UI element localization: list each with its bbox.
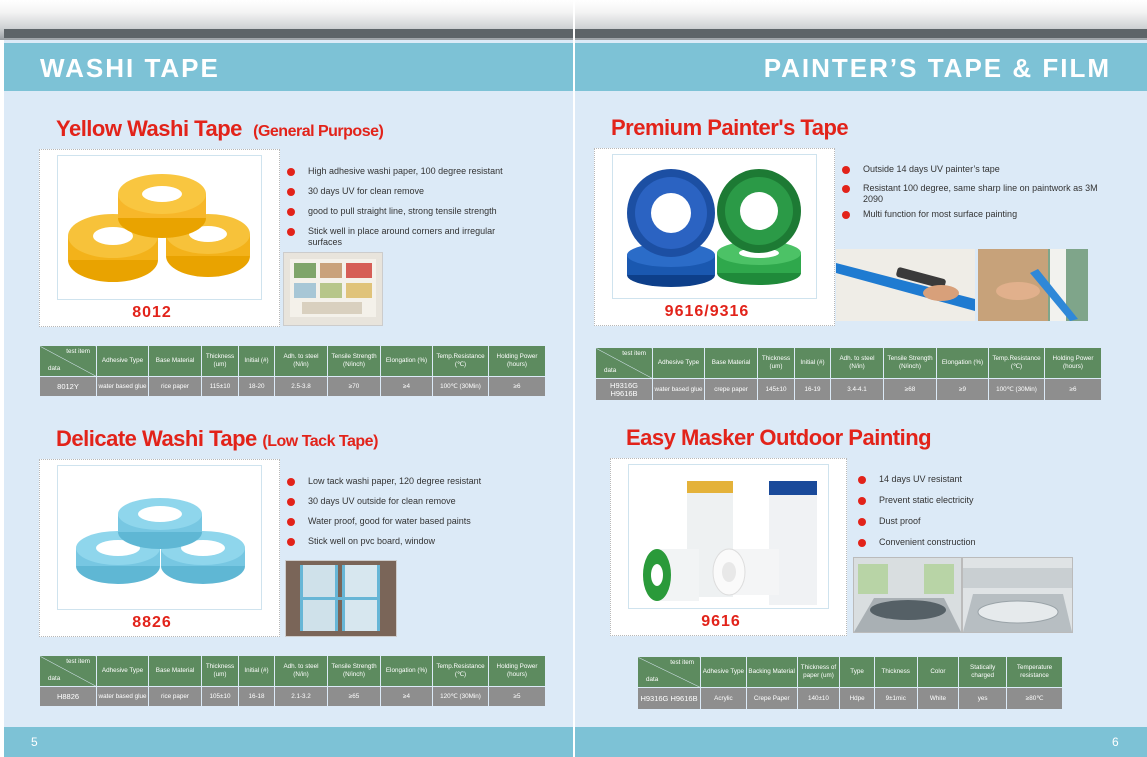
table-header: Adhesive Type — [97, 656, 149, 687]
product-code: 9616/9316 — [664, 303, 750, 320]
product-image-card — [610, 458, 847, 636]
table-cell: H9316G H9616B — [638, 688, 701, 710]
bullet-icon — [287, 228, 295, 236]
table-header: Adh. to steel (N/in) — [275, 346, 328, 377]
table-cell: 105±10 — [202, 687, 239, 707]
product-image-card — [39, 149, 280, 327]
table-cell: 3.4-4.1 — [831, 379, 884, 401]
application-photo — [836, 249, 975, 321]
table-cell: ≥65 — [328, 687, 381, 707]
feature-item: Low tack washi paper, 120 degree resistant — [287, 476, 537, 487]
table-cell: ≥80℃ — [1007, 688, 1063, 710]
table-cell: Acrylic — [701, 688, 747, 710]
table-header: Type — [840, 657, 875, 688]
right-header-title: PAINTER’S TAPE & FILM — [763, 53, 1111, 83]
table-header: Thickness (um) — [202, 346, 239, 377]
table-header: Thickness of paper (um) — [797, 657, 840, 688]
table-header: Adhesive Type — [653, 348, 705, 379]
table-cell: 18-20 — [239, 377, 275, 397]
table-cell: Crepe Paper — [746, 688, 797, 710]
feature-list — [842, 164, 1104, 220]
feature-item: 30 days UV outside for clean remove — [287, 496, 537, 507]
bullet-icon — [287, 518, 295, 526]
product-image-frame — [57, 155, 262, 300]
table-cell: 100℃ (30Min) — [433, 377, 489, 397]
table-cell: water based glue — [653, 379, 705, 401]
table-header: Backing Material — [746, 657, 797, 688]
table-corner: test item data — [40, 656, 97, 687]
table-cell: crepe paper — [705, 379, 758, 401]
product-code: 9616 — [701, 613, 741, 630]
masking-film-rolls-image — [629, 465, 828, 608]
table-cell: 2.5-3.8 — [275, 377, 328, 397]
table-cell: 115±10 — [202, 377, 239, 397]
table-header: Elongation (%) — [937, 348, 989, 379]
yellow-tape-rolls-image — [58, 156, 261, 299]
feature-item: Dust proof — [858, 516, 1088, 527]
table-cell: 145±10 — [758, 379, 795, 401]
feature-item: Resistant 100 degree, same sharp line on paintwork as 3M 2090 — [842, 183, 1118, 205]
table-cell: 100℃ (30Min) — [989, 379, 1045, 401]
spec-table — [39, 655, 546, 707]
top-strip — [0, 0, 1147, 40]
application-photo — [978, 249, 1088, 321]
application-photo — [962, 557, 1073, 633]
feature-list — [858, 474, 1088, 548]
table-header: Holding Power (hours) — [489, 346, 546, 377]
right-page-number: 6 — [1112, 735, 1119, 749]
table-header: Tensile Strength (N/inch) — [884, 348, 937, 379]
product-title: Premium Painter's Tape — [611, 115, 849, 140]
spec-table — [39, 345, 546, 397]
table-header: Adh. to steel (N/in) — [831, 348, 884, 379]
application-photo — [853, 557, 962, 633]
left-page-number: 5 — [31, 735, 38, 749]
table-cell: ≥4 — [381, 687, 433, 707]
spec-table — [595, 347, 1102, 401]
bullet-icon — [842, 166, 850, 174]
table-cell: yes — [959, 688, 1007, 710]
table-header: Temp.Resistance (℃) — [433, 656, 489, 687]
product-image-card — [39, 459, 280, 637]
table-cell: ≥6 — [1045, 379, 1102, 401]
table-cell: H8826 — [40, 687, 97, 707]
table-cell: rice paper — [149, 377, 202, 397]
bullet-icon — [858, 539, 866, 547]
table-header: Tensile Strength (N/inch) — [328, 656, 381, 687]
left-footer-band — [4, 727, 573, 757]
product-title: Delicate Washi Tape (Low Tack Tape) — [56, 426, 378, 451]
product-code: 8826 — [132, 614, 172, 631]
feature-item: Stick well on pvc board, window — [287, 536, 537, 547]
table-cell: Hdpe — [840, 688, 875, 710]
table-header: Thickness (um) — [202, 656, 239, 687]
table-header: Holding Power (hours) — [1045, 348, 1102, 379]
table-header: Base Material — [149, 656, 202, 687]
bullet-icon — [287, 538, 295, 546]
table-header: Base Material — [705, 348, 758, 379]
table-header: Adh. to steel (N/in) — [275, 656, 328, 687]
application-photo — [285, 560, 397, 637]
bullet-icon — [287, 208, 295, 216]
table-header: Statically charged — [959, 657, 1007, 688]
table-corner: test item data — [596, 348, 653, 379]
table-cell: ≥6 — [489, 377, 546, 397]
table-corner: test item data — [638, 657, 701, 688]
feature-item: Outside 14 days UV painter’s tape — [842, 164, 1104, 175]
application-photo — [283, 252, 383, 326]
table-cell: ≥68 — [884, 379, 937, 401]
feature-item: Water proof, good for water based paints — [287, 516, 537, 527]
table-header: Initial (#) — [795, 348, 831, 379]
table-cell: 2.1-3.2 — [275, 687, 328, 707]
painters-tape-rolls-image — [613, 155, 816, 298]
table-header: Tensile Strength (N/inch) — [328, 346, 381, 377]
table-header: Base Material — [149, 346, 202, 377]
feature-item: High adhesive washi paper, 100 degree resistant — [287, 166, 537, 177]
product-image-frame — [612, 154, 817, 299]
table-header: Elongation (%) — [381, 656, 433, 687]
table-header: Temp.Resistance (℃) — [433, 346, 489, 377]
table-cell: 9±1mic — [874, 688, 917, 710]
spec-table — [637, 656, 1063, 710]
product-image-frame — [57, 465, 262, 610]
table-cell: ≥70 — [328, 377, 381, 397]
bullet-icon — [287, 498, 295, 506]
table-cell: ≥5 — [489, 687, 546, 707]
table-cell: 16-18 — [239, 687, 275, 707]
table-cell: water based glue — [97, 687, 149, 707]
feature-item: Multi function for most surface painting — [842, 209, 1104, 220]
table-header: Color — [917, 657, 959, 688]
product-title: Yellow Washi Tape (General Purpose) — [56, 116, 384, 141]
right-footer-band — [575, 727, 1147, 757]
product-title: Easy Masker Outdoor Painting — [626, 425, 932, 450]
table-header: Temp.Resistance (℃) — [989, 348, 1045, 379]
bullet-icon — [858, 497, 866, 505]
bullet-icon — [842, 211, 850, 219]
bullet-icon — [842, 185, 850, 193]
table-cell: ≥9 — [937, 379, 989, 401]
product-image-card — [594, 148, 835, 326]
bullet-icon — [287, 478, 295, 486]
table-corner: test item data — [40, 346, 97, 377]
table-header: Thickness (um) — [758, 348, 795, 379]
blue-tape-rolls-image — [58, 466, 261, 609]
table-cell: rice paper — [149, 687, 202, 707]
table-cell: 140±10 — [797, 688, 840, 710]
feature-item: 14 days UV resistant — [858, 474, 1088, 485]
bullet-icon — [287, 168, 295, 176]
feature-list — [287, 476, 537, 547]
table-header: Adhesive Type — [701, 657, 747, 688]
table-cell: 8012Y — [40, 377, 97, 397]
feature-item: Prevent static electricity — [858, 495, 1088, 506]
table-cell: water based glue — [97, 377, 149, 397]
bullet-icon — [287, 188, 295, 196]
product-image-frame — [628, 464, 829, 609]
feature-item: 30 days UV for clean remove — [287, 186, 537, 197]
feature-item: Stick well in place around corners and irregular surfaces — [287, 226, 523, 248]
feature-list — [287, 166, 537, 248]
table-cell: White — [917, 688, 959, 710]
table-header: Elongation (%) — [381, 346, 433, 377]
left-header-title: WASHI TAPE — [40, 53, 220, 83]
table-header: Initial (#) — [239, 346, 275, 377]
bullet-icon — [858, 476, 866, 484]
table-cell: ≥4 — [381, 377, 433, 397]
table-header: Initial (#) — [239, 656, 275, 687]
table-header: Holding Power (hours) — [489, 656, 546, 687]
table-cell: 120℃ (30Min) — [433, 687, 489, 707]
table-cell: 16-19 — [795, 379, 831, 401]
table-header: Adhesive Type — [97, 346, 149, 377]
product-code: 8012 — [132, 304, 172, 321]
table-cell: H9316G H9616B — [596, 379, 653, 401]
feature-item: good to pull straight line, strong tensile strength — [287, 206, 537, 217]
bullet-icon — [858, 518, 866, 526]
table-header: Temperature resistance — [1007, 657, 1063, 688]
table-header: Thickness — [874, 657, 917, 688]
feature-item: Convenient construction — [858, 537, 1088, 548]
